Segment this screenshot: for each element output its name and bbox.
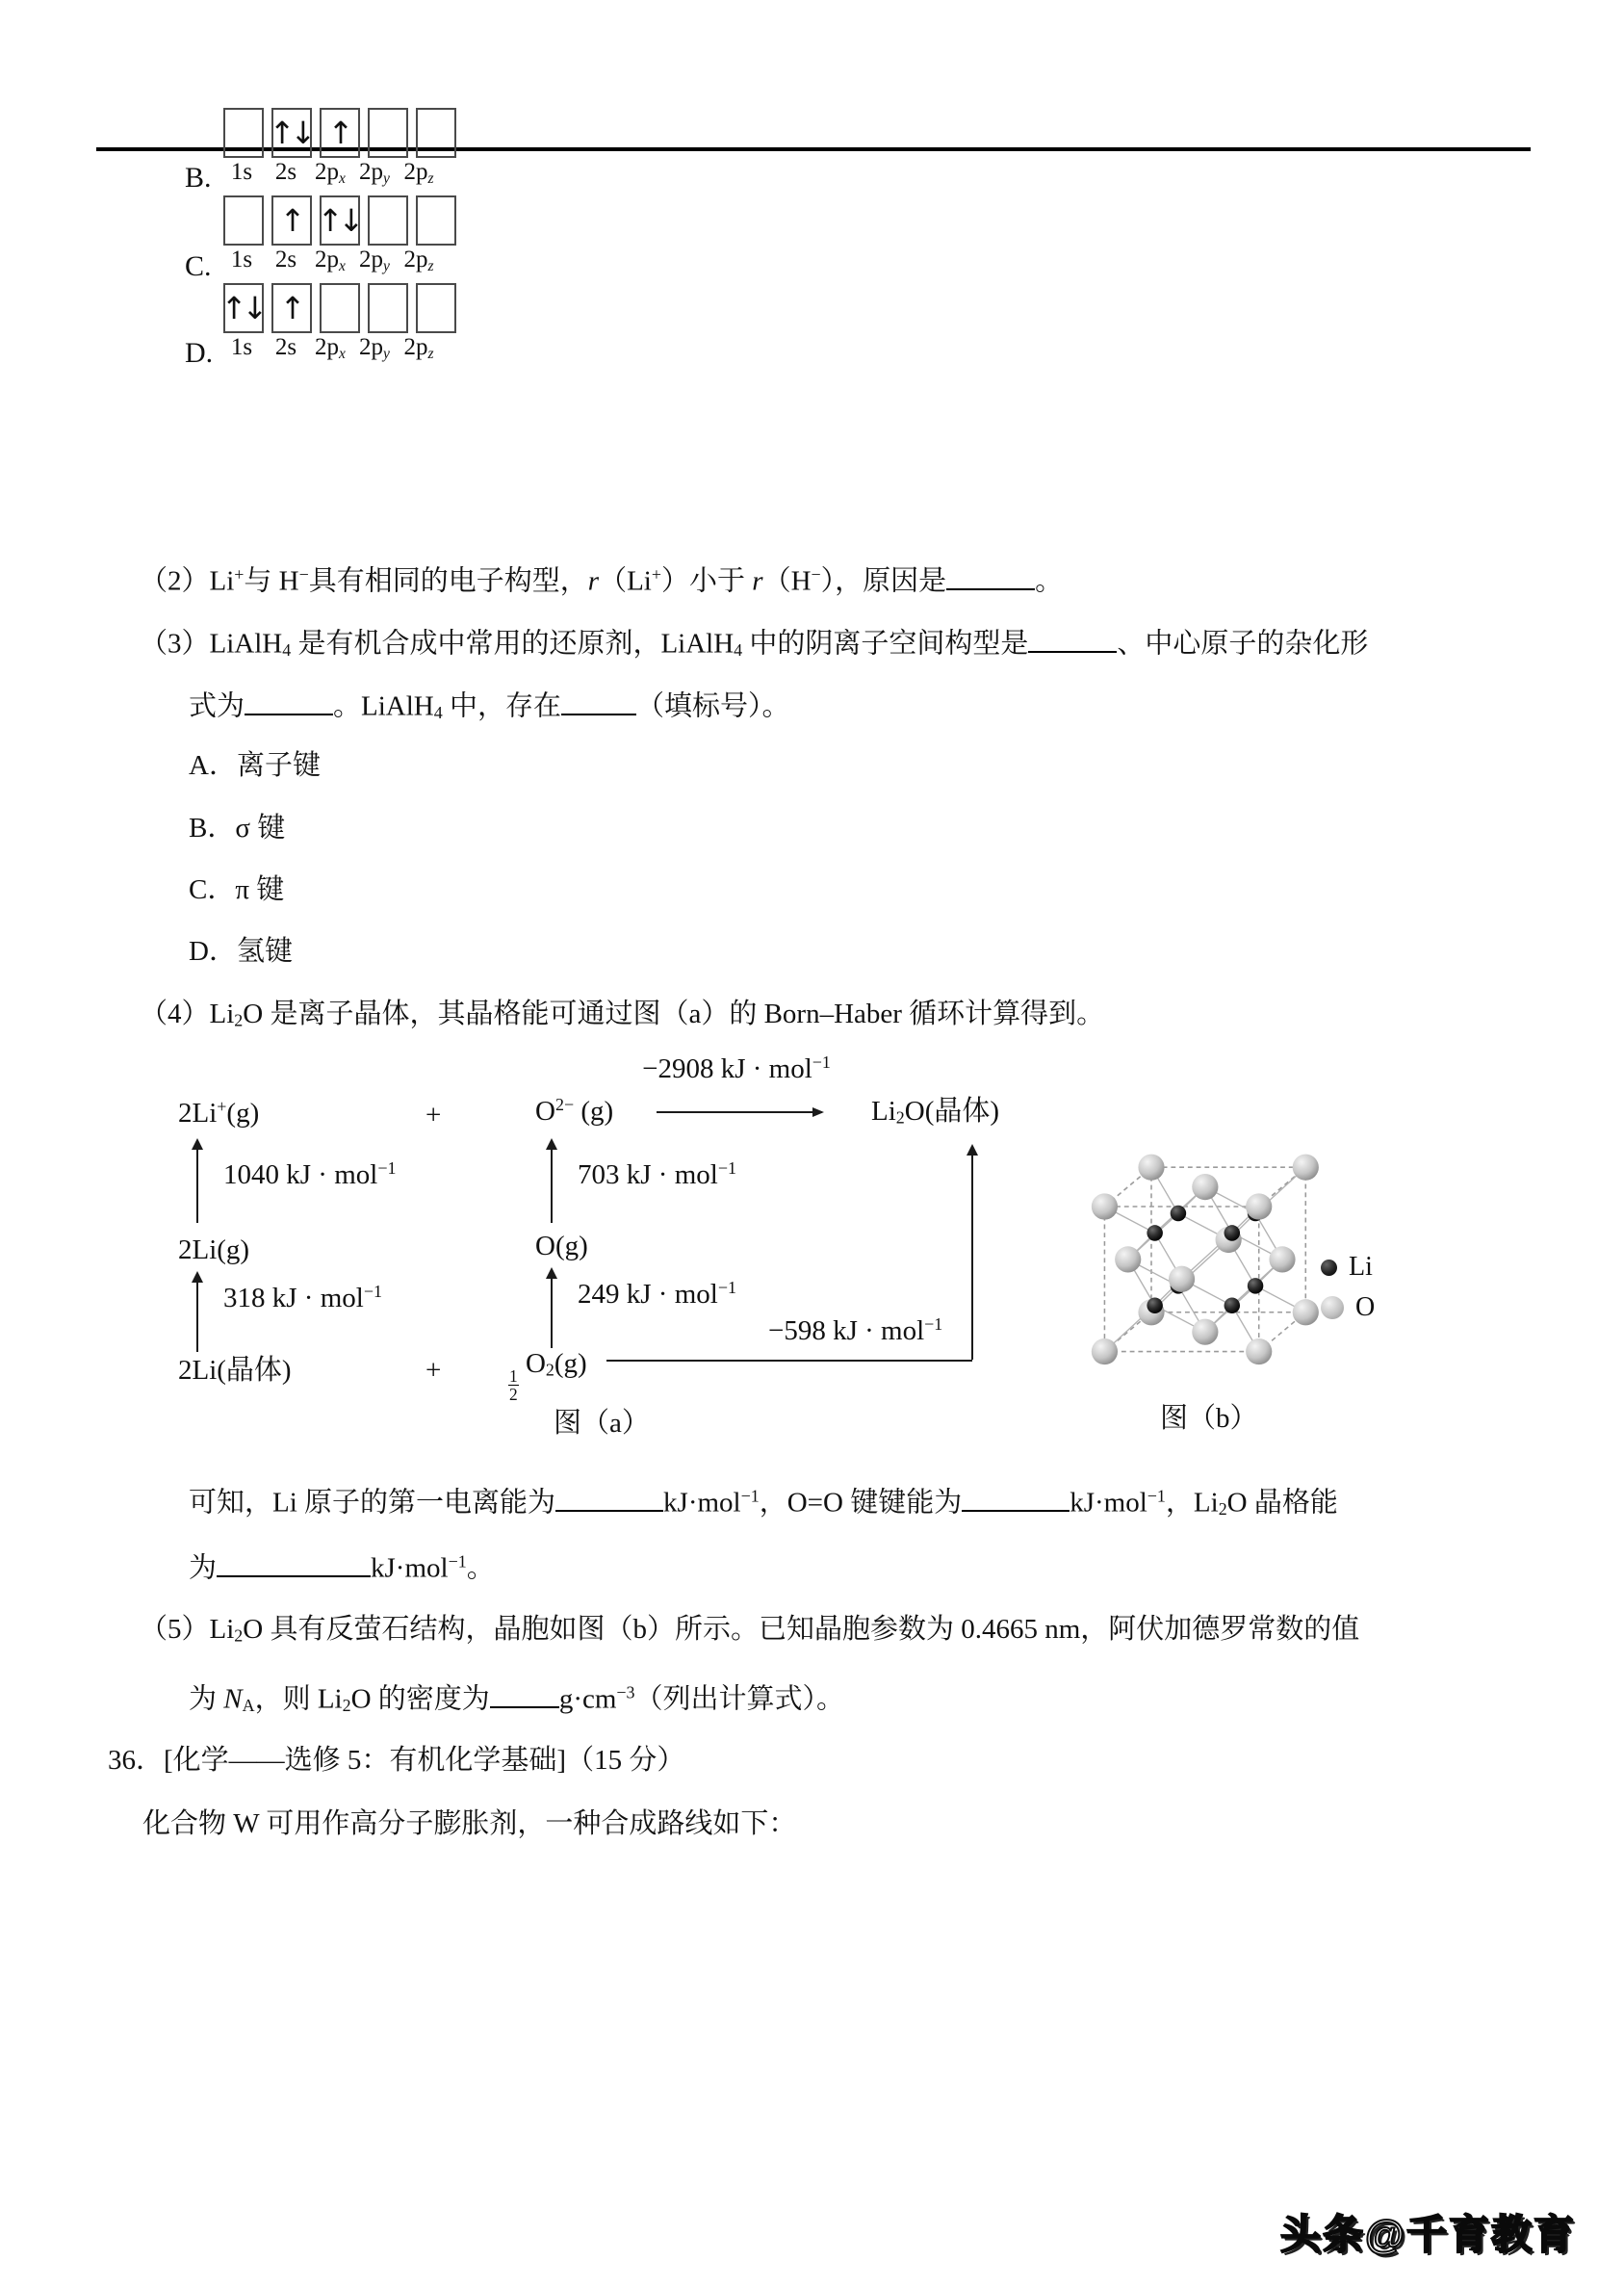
watermark: 头条@千育教育 — [1280, 2212, 1576, 2257]
question-3-option-c: C．π 键 — [189, 874, 285, 905]
figure-b-legend — [1321, 1252, 1375, 1323]
orbital-label-2pz: 2pz — [403, 159, 434, 187]
orbital-box-2py — [368, 283, 408, 333]
orbital-box-1s: ↑↓ — [223, 283, 264, 333]
orbital-box-2px: ↑ — [320, 108, 360, 158]
bh-up-arrow-ionization — [196, 1140, 198, 1223]
question-5-line1: （5）Li2O 具有反萤石结构，晶胞如图（b）所示。已知晶胞参数为 0.4665 nm，阿伏加德罗常数的值 — [140, 1614, 1360, 1646]
question-36-intro: 化合物 W 可用作高分子膨胀剂，一种合成路线如下： — [142, 1808, 797, 1839]
orbital-box-2s: ↑↓ — [271, 108, 312, 158]
orbital-label-2s: 2s — [274, 159, 297, 185]
orbital-labels-b — [223, 159, 437, 188]
question-3-option-d: D．氢键 — [189, 936, 293, 967]
orbital-box-2px: ↑↓ — [320, 195, 360, 246]
orbital-box-2pz — [416, 283, 456, 333]
orbital-labels-c — [223, 247, 437, 275]
bh-energy-703: 703 kJ · mol$^{-1}$ — [578, 1158, 736, 1190]
bh-up-arrow-electron-affinity — [551, 1140, 553, 1223]
orbital-label-2pz: 2pz — [403, 247, 434, 274]
orbital-box-2pz — [416, 195, 456, 246]
bh-up-arrow-atomization-li — [196, 1273, 198, 1352]
legend-row-li — [1321, 1252, 1375, 1283]
orbital-label-1s: 1s — [230, 247, 253, 273]
option-letter-d: D. — [185, 337, 214, 369]
bh-energy-318: 318 kJ · mol$^{-1}$ — [223, 1282, 382, 1313]
bh-energy-249: 249 kJ · mol$^{-1}$ — [578, 1278, 736, 1310]
bh-energy-minus-598: −598 kJ · mol$^{-1}$ — [768, 1314, 943, 1346]
question-3-option-b: B．σ 键 — [189, 813, 286, 844]
orbital-box-2s: ↑ — [271, 195, 312, 246]
bh-plus-bottom: + — [425, 1355, 442, 1386]
orbital-label-1s: 1s — [230, 334, 253, 360]
bh-energy-minus-2908: −2908 kJ · mol$^{-1}$ — [642, 1052, 831, 1084]
orbital-label-2py: 2py — [359, 159, 390, 187]
figure-a-caption: 图（a） — [554, 1408, 650, 1439]
bh-energy-1040: 1040 kJ · mol$^{-1}$ — [223, 1158, 397, 1190]
figure-b-caption: 图（b） — [1160, 1403, 1258, 1434]
bh-up-arrow-dissociation-o2 — [551, 1269, 553, 1348]
question-4-result-line2: 为 kJ·mol$^{-1}$。 — [189, 1548, 495, 1586]
bh-species-li-ion-gas: 2Li+(g) — [178, 1097, 260, 1129]
orbital-labels-d — [223, 334, 437, 363]
question-4-result-line1: 可知，Li 原子的第一电离能为 kJ·mol$^{-1}$，O=O 键键能为 kJ·mol$^{-1}$，Li2O 晶格能 — [189, 1483, 1338, 1520]
orbital-label-2px: 2px — [315, 159, 346, 187]
orbital-box-1s — [223, 108, 264, 158]
question-3-line1: （3）LiAlH4 是有机合成中常用的还原剂，LiAlH4 中的阴离子空间构型是 、中心原子的杂化形 — [140, 624, 1368, 662]
orbital-label-2py: 2py — [359, 247, 390, 274]
bh-species-o-gas: O(g) — [535, 1231, 588, 1261]
li-atom-marker — [1321, 1260, 1337, 1276]
bh-species-li-crystal: 2Li(晶体) — [178, 1355, 292, 1386]
orbital-label-2s: 2s — [274, 334, 297, 360]
orbital-box-2pz — [416, 108, 456, 158]
question-4-text: （4）Li2O 是离子晶体，其晶格能可通过图（a）的 Born–Haber 循环计算得到。 — [140, 999, 1105, 1030]
orbital-label-2px: 2px — [315, 334, 346, 362]
orbital-diagram-b — [223, 108, 456, 158]
orbital-box-1s — [223, 195, 264, 246]
option-letter-b: B. — [185, 162, 212, 194]
orbital-label-1s: 1s — [230, 159, 253, 185]
option-letter-c: C. — [185, 250, 212, 282]
orbital-diagram-d — [220, 283, 456, 333]
bh-top-reaction-arrow — [657, 1111, 822, 1113]
o-atom-marker — [1321, 1296, 1344, 1319]
question-3-option-a: A．离子键 — [189, 750, 321, 781]
legend-row-o — [1321, 1292, 1375, 1323]
orbital-box-2py — [368, 108, 408, 158]
bh-bottom-line — [606, 1360, 972, 1362]
question-36-title: 36．[化学——选修 5：有机化学基础]（15 分） — [108, 1745, 685, 1776]
orbital-diagram-c — [223, 195, 456, 246]
legend-label-o: O — [1355, 1292, 1376, 1322]
crystal-structure-figure — [1070, 1141, 1330, 1370]
orbital-label-2pz: 2pz — [403, 334, 434, 362]
question-5-line2: 为 NA，则 Li2O 的密度为 $g\cdot cm^{-3}$（列出计算式）。 — [189, 1679, 844, 1717]
bh-up-arrow-formation — [971, 1146, 973, 1360]
question-3-line2: 式为 。LiAlH4 中，存在 （填标号）。 — [189, 687, 790, 724]
legend-label-li: Li — [1349, 1252, 1373, 1282]
orbital-label-2py: 2py — [359, 334, 390, 362]
orbital-label-2s: 2s — [274, 247, 297, 273]
orbital-label-2px: 2px — [315, 247, 346, 274]
bh-species-li2o-crystal: Li2O(晶体) — [871, 1096, 1000, 1128]
orbital-box-2px — [320, 283, 360, 333]
bh-species-li-gas: 2Li(g) — [178, 1234, 250, 1265]
bh-plus-top: + — [425, 1100, 442, 1130]
bh-species-oxide-ion-gas: $O^{2-}$ (g) — [535, 1095, 614, 1127]
bh-species-half-o2-gas: $\frac{1}{2}$ O2(g) — [509, 1348, 587, 1404]
orbital-box-2s: ↑ — [271, 283, 312, 333]
question-2-text: （2）Li+与 H−具有相同的电子构型，r（Li+）小于 r（H−），原因是 。 — [140, 561, 1063, 599]
orbital-box-2py — [368, 195, 408, 246]
